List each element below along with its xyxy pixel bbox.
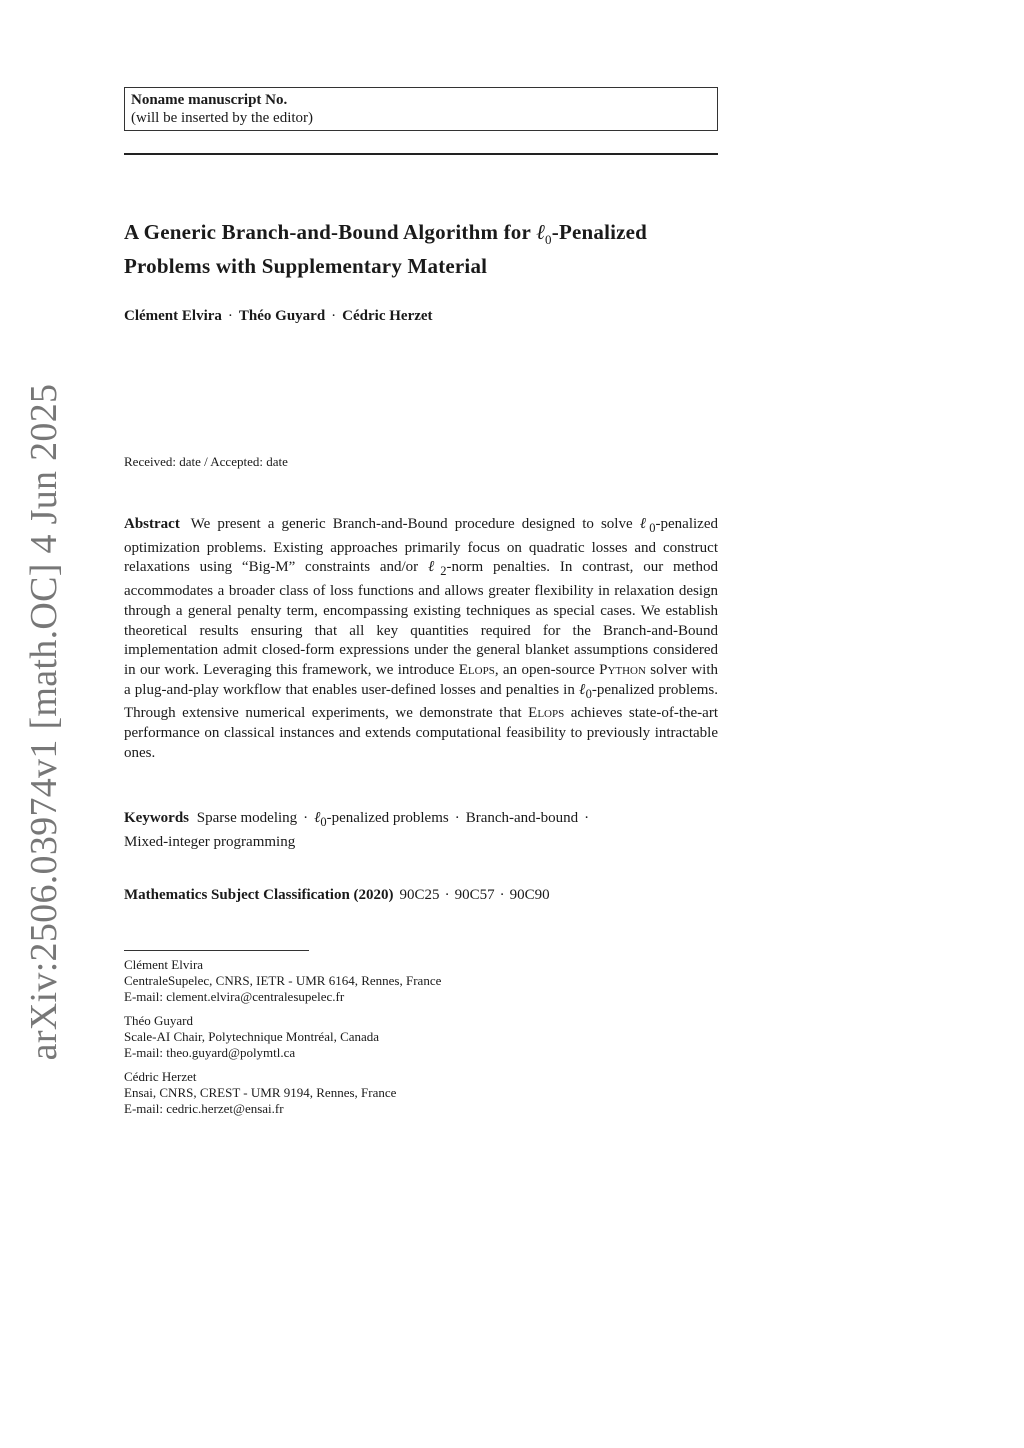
affiliation-name: Théo Guyard bbox=[124, 1013, 193, 1028]
abstract-text: We present a generic Branch-and-Bound procedure designed to solve bbox=[190, 516, 640, 532]
author-name: Clément Elvira bbox=[124, 308, 222, 324]
affiliation-institution: Scale-AI Chair, Polytechnique Montréal, Canada bbox=[124, 1029, 380, 1044]
keyword: -penalized problems bbox=[326, 810, 449, 826]
received-accepted-dates: Received: date / Accepted: date bbox=[124, 454, 288, 469]
abstract-text: , an open-source bbox=[494, 661, 600, 678]
ell-symbol: ℓ bbox=[639, 516, 650, 532]
abstract-text: -penalized problems. Through extensive numerical experiments, we demonstrate that bbox=[124, 681, 719, 722]
keywords bbox=[124, 809, 718, 852]
manuscript-label: Noname manuscript No. bbox=[131, 92, 288, 108]
ell-subscript: 0 bbox=[585, 686, 592, 701]
affiliation-block bbox=[124, 957, 624, 1005]
ell-symbol: ℓ bbox=[427, 559, 441, 576]
keyword-separator: · bbox=[454, 810, 460, 826]
author-name: Théo Guyard bbox=[238, 308, 326, 324]
software-name: Elops bbox=[528, 705, 565, 722]
abstract-text: -penalized optimization problems. Existing approaches primarily focus on quadratic losses and construct relaxations using “Big-M” constraints and/or bbox=[124, 516, 718, 576]
msc-code: 90C25 bbox=[399, 887, 440, 903]
paper-title bbox=[124, 219, 724, 279]
title-part-2: -Penalized Problems with Supplementary Material bbox=[124, 220, 648, 279]
msc-separator: · bbox=[444, 887, 450, 903]
msc-separator: · bbox=[499, 887, 505, 903]
affiliation-email[interactable]: E-mail: cedric.herzet@ensai.fr bbox=[124, 1101, 284, 1116]
header-divider bbox=[124, 153, 718, 155]
title-ell-subscript: 0 bbox=[545, 232, 552, 248]
ell-symbol: ℓ bbox=[578, 681, 586, 698]
affiliation-block bbox=[124, 1013, 624, 1061]
abstract-text: solver with a plug-and-play workflow that enables user-defined losses and penalties in bbox=[124, 661, 718, 698]
software-name: Elops bbox=[458, 661, 495, 678]
arxiv-identifier: arXiv:2506.03974v1 [math.OC] 4 Jun 2025 bbox=[23, 383, 65, 1061]
keyword-separator: · bbox=[303, 810, 309, 826]
author-list bbox=[124, 307, 484, 326]
abstract-text: achieves state-of-the-art performance on classical instances and extends computational feasibility to previously intractable ones. bbox=[124, 705, 718, 761]
title-ell-symbol: ℓ bbox=[536, 220, 546, 244]
keyword: Sparse modeling bbox=[196, 810, 298, 826]
abstract-heading: Abstract bbox=[124, 516, 180, 532]
ell-subscript: 0 bbox=[320, 815, 327, 829]
footnote-divider bbox=[124, 950, 309, 951]
abstract bbox=[124, 515, 718, 763]
keyword: Branch-and-bound bbox=[465, 810, 579, 826]
ell-subscript: 0 bbox=[649, 521, 656, 535]
author-separator: · bbox=[331, 308, 337, 324]
keywords-heading: Keywords bbox=[124, 810, 189, 826]
msc-code: 90C90 bbox=[509, 887, 550, 903]
subject-classification bbox=[124, 886, 718, 905]
msc-code: 90C57 bbox=[454, 887, 495, 903]
title-part-1: A Generic Branch-and-Bound Algorithm for bbox=[124, 220, 537, 244]
msc-heading: Mathematics Subject Classification (2020) bbox=[124, 887, 394, 903]
ell-symbol: ℓ bbox=[314, 810, 321, 826]
affiliation-name: Cédric Herzet bbox=[124, 1069, 197, 1084]
manuscript-number-box bbox=[124, 87, 718, 131]
affiliation-institution: Ensai, CNRS, CREST - UMR 9194, Rennes, France bbox=[124, 1085, 397, 1100]
affiliation-name: Clément Elvira bbox=[124, 957, 204, 972]
author-separator: · bbox=[227, 308, 233, 324]
editor-note: (will be inserted by the editor) bbox=[131, 110, 314, 126]
affiliation-email[interactable]: E-mail: clement.elvira@centralesupelec.fr bbox=[124, 989, 345, 1004]
affiliation-email[interactable]: E-mail: theo.guyard@polymtl.ca bbox=[124, 1045, 296, 1060]
affiliation-institution: CentraleSupelec, CNRS, IETR - UMR 6164, Rennes, France bbox=[124, 973, 442, 988]
affiliation-block bbox=[124, 1069, 624, 1117]
ell-subscript: 2 bbox=[440, 564, 447, 579]
language-name: Python bbox=[599, 661, 646, 678]
keyword: Mixed-integer programming bbox=[124, 833, 296, 850]
author-name: Cédric Herzet bbox=[342, 308, 433, 324]
abstract-text: -norm penalties. In contrast, our method accommodates a broader class of loss functions and allows greater flexibility in relaxation design through a general penalty term, encompassing existing techniques as special cases. We establish theoretical results ensuring that all key quantities required for the Branch-and-Bound implementation admit closed-form expressions under the general blanket assumptions considered in our work. Leveraging this framework, we introduce bbox=[124, 559, 718, 678]
keyword-separator: · bbox=[584, 810, 590, 826]
